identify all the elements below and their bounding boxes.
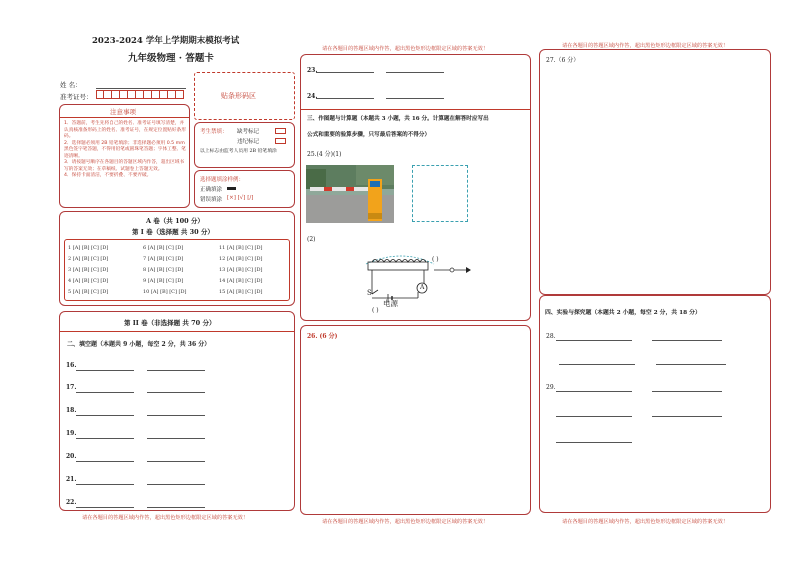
wrong-fill-label: 错误填涂 [200,197,223,203]
exam-no-boxes[interactable] [96,90,186,100]
fill-sample-title: 选择题填涂样例： [200,177,245,183]
notice-title-line [60,117,189,118]
warning-right-bottom: 请在各题目的答题区域内作答，超出黑色矩形边框限定区域的答案无效！ [562,519,729,525]
section3-title: 三、作图题与计算题（本题共 3 小题，共 16 分。计算题在解答时应写出 [307,116,489,122]
warning-left: 请在各题目的答题区域内作答，超出黑色矩形边框限定区域的答案无效！ [82,515,249,521]
name-label: 姓 名： [60,81,82,89]
name-line[interactable] [96,88,186,89]
compass-paren[interactable]: ( ) [432,256,439,263]
q23-number: 23. [307,67,318,74]
absent-checkbox[interactable] [275,128,286,134]
mc-row[interactable]: 2 [A] [B] [C] [D] [68,256,109,262]
warning-middle-bottom: 请在各题目的答题区域内作答，超出黑色矩形边框限定区域的答案无效！ [322,519,489,525]
q27-number: 27.（6 分） [546,57,580,64]
q20-blank[interactable] [76,461,134,462]
section-a-subtitle: 第 I 卷（选择题 共 30 分） [132,228,214,236]
fill-section-title: 二、填空题（本题共 9 小题，每空 2 分，共 36 分） [67,341,211,348]
cheat-checkbox[interactable] [275,138,286,144]
cheat-label: 违纪标记 [237,139,260,145]
q18-blank[interactable] [76,415,134,416]
middle-bottom-panel [300,325,531,515]
correct-fill-label: 正确填涂 [200,187,223,193]
q20-blank[interactable] [147,461,205,462]
q28-number: 28. [546,333,556,340]
q21-blank[interactable] [76,484,134,485]
notice-item-2: 2．选择题必须用 2B 铅笔填涂；非选择题必须用 0.5 mm 黑色签字笔答题，不得用铅笔或圆珠笔答题；字体工整、笔迹清晰。 [64,140,186,159]
warning-right-top: 请在各题目的答题区域内作答，超出黑色矩形边框限定区域的答案无效！ [562,43,729,49]
status-note: 以上标志由监考人员用 2B 铅笔填涂 [200,149,277,154]
right-bottom-panel [539,295,771,513]
status-panel [194,122,295,168]
q25-part2: (2) [307,236,316,243]
correct-fill-mark [227,187,236,190]
fill-sample-panel [194,170,295,208]
q24-blank[interactable] [386,98,444,99]
section3-title-2: 公式和重要的验算步骤，只写最后答案的不得分） [307,132,431,138]
barcode-label: 贴条形码区 [221,92,256,100]
q24-number: 24. [307,93,318,100]
exam-no-label: 准考证号： [60,93,93,101]
q25-number: 25.(4 分)(1) [307,151,342,158]
q29-blank[interactable] [652,416,722,417]
q28-blank[interactable] [559,364,635,365]
mc-row[interactable]: 12 [A] [B] [C] [D] [219,256,263,262]
q22-number: 22. [66,499,77,506]
q28-blank[interactable] [556,340,632,341]
q28-blank[interactable] [656,364,726,365]
section-b-title: 第 II 卷（非选择题 共 70 分） [124,319,216,327]
section4-title: 四、实验与探究题（本题共 2 小题，每空 2 分，共 18 分） [545,310,701,316]
q29-blank[interactable] [556,442,632,443]
wrong-fill-marks: [×] [√] [/] [227,195,254,201]
q19-blank[interactable] [147,438,205,439]
warning-middle-top: 请在各题目的答题区域内作答，超出黑色矩形边框限定区域的答案无效！ [322,46,489,52]
q21-blank[interactable] [147,484,205,485]
mc-row[interactable]: 7 [A] [B] [C] [D] [143,256,184,262]
mc-row[interactable]: 11 [A] [B] [C] [D] [219,245,263,251]
notice-item-1: 1．答题前，考生先将自己的姓名、准考证号填写清楚，并认真核准条形码上的姓名、准考证号，在规定位置贴好条形码。 [64,121,186,139]
q29-blank[interactable] [556,391,632,392]
q19-blank[interactable] [76,438,134,439]
power-paren[interactable]: ( ) [372,307,379,314]
q22-blank[interactable] [76,507,134,508]
notice-item-4: 4．保持卡面清洁，不要折叠、不要弄破。 [64,173,152,178]
q22-blank[interactable] [147,507,205,508]
q24-blank[interactable] [316,98,374,99]
q16-blank[interactable] [76,370,134,371]
barrier-gate-photo [306,165,394,223]
q21-number: 21. [66,476,77,483]
mc-row[interactable]: 4 [A] [B] [C] [D] [68,278,109,284]
q16-number: 16. [66,362,77,369]
q29-blank[interactable] [652,391,722,392]
q29-blank[interactable] [556,416,632,417]
notice-item-3: 3．请按题号顺序在各题目的答题区域内作答，超出区域书写的答案无效；在草稿纸、试题卷上答题无效。 [64,160,185,172]
q19-number: 19. [66,430,77,437]
q18-blank[interactable] [147,415,205,416]
mc-row[interactable]: 5 [A] [B] [C] [D] [68,289,109,295]
q23-blank[interactable] [316,72,374,73]
mc-row[interactable]: 9 [A] [B] [C] [D] [143,278,184,284]
exam-title: 2023-2024 学年上学期期末模拟考试 [92,36,240,46]
q28-blank[interactable] [652,340,722,341]
section-a-title: A 卷（共 100 分） [146,217,204,225]
switch-label: S [367,289,372,297]
notice-panel [59,104,190,208]
power-label: 电源 [383,299,398,308]
q26-number: 26. (6 分) [307,333,338,340]
status-label: 考生禁填： [200,129,228,135]
ammeter-label: A [420,284,425,291]
mc-row[interactable]: 1 [A] [B] [C] [D] [68,245,109,251]
mc-row[interactable]: 3 [A] [B] [C] [D] [68,267,109,273]
q20-number: 20. [66,453,77,460]
section-b-title-line [60,331,294,332]
mc-row[interactable]: 13 [A] [B] [C] [D] [219,267,263,273]
mc-row[interactable]: 14 [A] [B] [C] [D] [219,278,263,284]
barcode-area [194,72,295,120]
q17-blank[interactable] [147,392,205,393]
mc-row[interactable]: 15 [A] [B] [C] [D] [219,289,263,295]
q23-blank[interactable] [386,72,444,73]
q25-drawing-area[interactable] [412,165,468,222]
absent-label: 缺考标记 [237,129,260,135]
section-b-panel [59,311,295,511]
q29-number: 29. [546,384,556,391]
mc-row[interactable]: 6 [A] [B] [C] [D] [143,245,184,251]
section3-divider [301,109,530,110]
notice-title: 注意事项 [110,108,136,116]
q17-number: 17. [66,384,77,391]
q16-blank[interactable] [147,370,205,371]
q18-number: 18. [66,407,77,414]
mc-row[interactable]: 8 [A] [B] [C] [D] [143,267,184,273]
exam-subtitle: 九年级物理 · 答题卡 [128,53,214,64]
q17-blank[interactable] [76,392,134,393]
right-top-panel [539,49,771,295]
mc-row[interactable]: 10 [A] [B] [C] [D] [143,289,187,295]
